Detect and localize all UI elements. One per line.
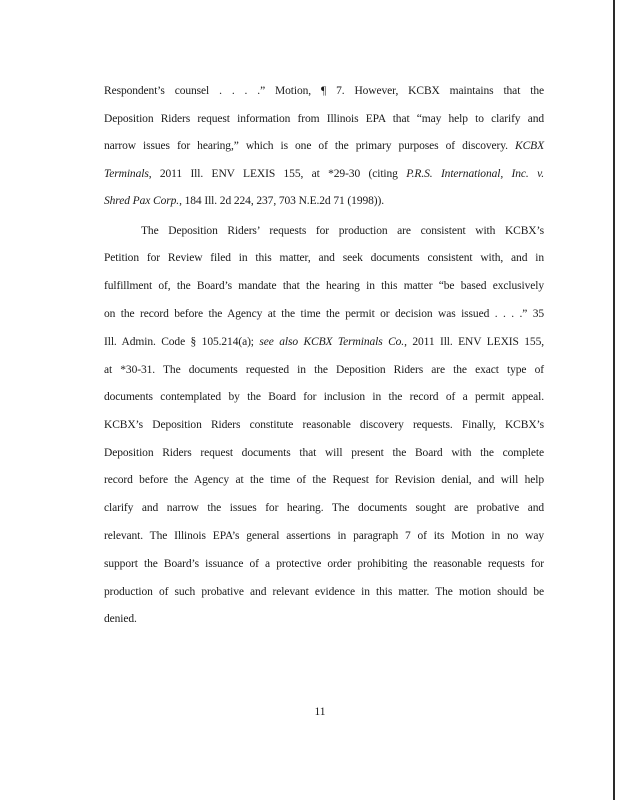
text-line: clarify and narrow the issues for hearing. The documents sought are probative and [104,502,544,514]
case-citation: Terminals [104,168,149,180]
text-line: on the record before the Agency at the time the permit or decision was issued . . . .” 35 [104,308,544,320]
text-line: record before the Agency at the time of the Request for Revision denial, and will help [104,474,544,486]
text-line: denied. [104,613,137,625]
text-segment: , 184 Ill. 2d 224, 237, 703 N.E.2d 71 (1998)). [179,195,385,207]
text-line [104,194,544,208]
text-line: fulfillment of, the Board’s mandate that the hearing in this matter “be based exclusively [104,280,544,292]
text-segment: Ill. Admin. Code § 105.214(a); [104,336,260,348]
text-line [104,139,544,153]
text-line: production of such probative and relevant evidence in this matter. The motion should be [104,586,544,598]
text-segment: , 2011 Ill. ENV LEXIS 155, [404,336,544,348]
text-line: The Deposition Riders’ requests for production are consistent with KCBX’s [141,225,544,237]
text-line [104,167,544,181]
text-line: KCBX’s Deposition Riders constitute reasonable discovery requests. Finally, KCBX’s [104,419,544,431]
text-line: documents contemplated by the Board for inclusion in the record of a permit appeal. [104,391,544,403]
text-line: relevant. The Illinois EPA’s general assertions in paragraph 7 of its Motion in no way [104,530,544,542]
text-line: at *30-31. The documents requested in the Deposition Riders are the exact type of [104,364,544,376]
text-line: Petition for Review filed in this matter, and seek documents consistent with, and in [104,252,544,264]
case-citation: Shred Pax Corp. [104,195,180,207]
text-line [104,335,544,349]
text-line: support the Board’s issuance of a protective order prohibiting the reasonable requests for [104,558,544,570]
text-line: Deposition Riders request documents that will present the Board with the complete [104,447,544,459]
page-number: 11 [314,706,326,718]
text-line: Respondent’s counsel . . . .” Motion, ¶ 7. However, KCBX maintains that the [104,85,544,97]
case-citation: see also KCBX Terminals Co. [259,336,405,348]
case-citation: KCBX [515,140,544,152]
case-citation: P.R.S. International, Inc. v. [406,168,544,180]
text-line: Deposition Riders request information from Illinois EPA that “may help to clarify and [104,113,544,125]
text-segment: narrow issues for hearing,” which is one of the primary purposes of discovery. [104,140,515,152]
text-segment: , 2011 Ill. ENV LEXIS 155, at *29-30 (citing [148,168,407,180]
scan-edge-line [613,0,615,800]
